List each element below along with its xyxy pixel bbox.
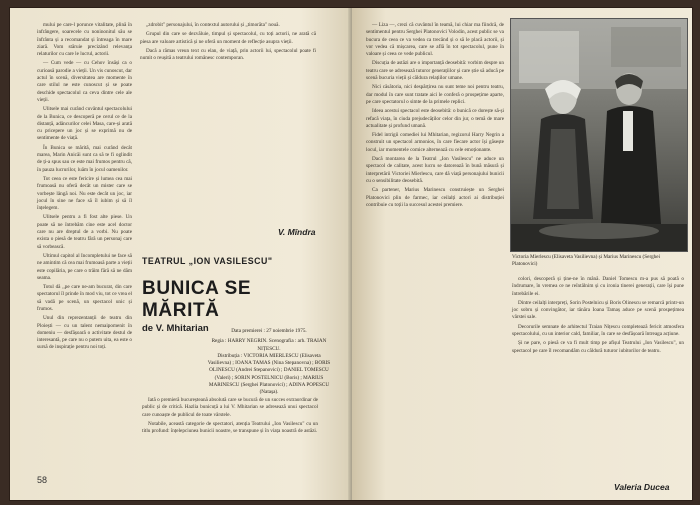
stage-photo-image (511, 19, 687, 251)
paragraph: Totul dă ,,pe care ne-am bucurat, din care spectatorul îl prinde în mod viu, tot ce vrea el să vadă pe scenă, un spectacol unic și frumos. (37, 284, 132, 312)
paragraph: Și ne pare, o piesă ce va fi mult timp pe afișul Teatrului „Ion Vasilescu", un spectacol pe care îl recomandăm cu căldură tuturor iubitorilor de teatru. (512, 340, 684, 354)
author-signature-bottom: Valeria Ducea (614, 482, 670, 492)
magazine-spread (10, 8, 692, 500)
theatre-name: TEATRUL „ION VASILESCU" (142, 256, 273, 266)
left-column-3 (142, 397, 318, 475)
right-column-2 (512, 276, 684, 456)
paragraph: — Cum vede — cu Cehov însăși ca o curioasă parodie a vieții. Un vis cunoscut, dar actul în scenă, diversitatea are momente în care stilul ne este cunoscut și se poate deschide spectacolul ca ceva dintre cele ale vieții. (37, 60, 132, 103)
credits-line: Regia : HARRY NEGRIN. Scenografia : arh. TRAIAN NIȚESCU. (211, 338, 327, 352)
paragraph: Grupul din care se dezvăluie, timpul și spectacolul, cu toți actorii, ne arată că piesa are valoare artistică și ne oferă un moment de reflecție asupra vieții. (140, 31, 316, 45)
production-credits (206, 328, 332, 397)
paragraph: Dintre ceilalți interpreți, Sorin Postelnicu și Boris Olinescu se remarcă printr-un joc sobru și convingător, iar tânăra Ioana Tamaș aduce pe scenă prospețimea vârstei sale. (512, 299, 684, 321)
paragraph: Ca partener, Marius Marinescu construiește un Serghei Platonovici plin de farmec, iar ceilalți actori ai distribuției contribuie cu toții la succesul acestei premiere. (366, 187, 504, 208)
left-page (10, 8, 352, 500)
page-number: 58 (37, 475, 48, 485)
playwright: de V. Mhitarian (142, 323, 209, 334)
paragraph: Unul din reprezentanții de teatru din Ploiești — cu un talent nemaipomenit în domeniu — desfășoară o activitate destul de interesantă, pe care nu o putem uita, ea este o sursă de inspirație pentru noi toți. (37, 315, 132, 351)
paragraph: Dacă a rămas vreun text cu elan, de viață, prin actorii lui, spectacolul poate fi numit o reușită a teatrului românesc contemporan. (140, 47, 316, 62)
paragraph: colori, descoperă și ține-ne în mână. Daniel Tomescu m-a pus să poată o îndrumare, în vremea ce ne reîntâlnim și cu ironia tinerei generații, care își pune întrebările ei. (512, 276, 684, 297)
paragraph: Dacă montarea de la Teatrul „Ion Vasilescu" ne aduce un spectacol de calitate, acest lucru se datorează în bună măsură și interpretării Victoriei Mierlescu, care dă viață personajului bunicii cu o sensibilitate deosebită. (366, 156, 504, 184)
paragraph: În Bunica se mărită, mai curând decât marea, Marin Anicăi sunt ca să te fi oglindit de ți-a spus sau ce este mai frumos pentru că, în pauza lucrurilor, luăm în jocul oamenilor. (37, 144, 132, 173)
paragraph: „zdrobit" personajului, în contextul autorului și „timorăta" nouă. (146, 22, 280, 28)
premiere-date: Data premierei : 27 noiembrie 1975. (231, 328, 307, 334)
play-title: BUNICA SE MĂRITĂ (142, 278, 252, 321)
author-signature-top: V. Mîndra (278, 227, 316, 237)
paragraph: Ulitsele pentru a fi fost alte piese. Un poate să ne întrebăm cine este acel doctor care nu are dreptul de a vorbi. Nu poate exista o piesă de teatru fără un personaj care să vorbească. (37, 214, 132, 250)
paragraph: Ulitsele mai curând cuvântul spectacolului de la Bunica, ce descoperă pe cerul ce de la distanță, adâncurilor celei Masa, care-și arată cu pricepere un joc și se exprimă nu de sentimente de viață. (37, 106, 132, 142)
right-column-1 (366, 22, 504, 470)
paragraph: Nici căsătoria, nici despărțirea nu sunt teme noi pentru teatru, dar modul în care sunt tratate aici le conferă o prospețime aparte, pe care spectatorul o simte de la primele replici. (366, 84, 504, 105)
credits-line: Distribuția : VICTORIA MIERLESCU (Elisaveta Vasilievna) ; IOANA TAMAS (Nina Stepanovna) ; BORIS OLINESCU (Andrei Stepanovici) ; DANIEL TOMESCU (Valeri) ; SORIN POSTELNICU (Boris) ; MARIUS MARINESCU (Serghei Platonovici) ; ADINA POPESCU (Nataşa). (207, 352, 331, 396)
left-column-1 (37, 22, 132, 470)
paragraph: Notabile, această categorie de spectatori, atenția Teatrului „Ion Vasilescu" cu un titlu profund: înțelepciunea bunicii noastre, se transpune și în viața noastră de astăzi. (142, 420, 318, 435)
paragraph: Ultimul capitol al Incompletului ne face să ne amintim că cea mai frumoasă parte a vieții este copilăria, pe care o trăim fără să ne dăm seama. (37, 252, 132, 281)
paragraph: Ideea acestui spectacol este deosebită: o bunică ce dorește să-și refacă viața, în ciuda prejudecăților celor din jur, o temă de mare actualitate și profund umană. (366, 108, 504, 129)
stage-photo (510, 18, 688, 252)
paragraph: Iată o premieră bucureșteană absolută care se bucură de un succes extraordinar de public și de critică. Hazlia bunicuță a lui V. Mhitarian se adresează unui spectacol care cunoaște de publicul de toate vârstele. (142, 397, 318, 418)
paragraph: Fidel intrigii comediei lui Mhitarian, regizorul Harry Negrin a construit un spectacol armonios, în care fiecare actor își găsește locul, iar momentele comice alternează cu cele emoționante. (366, 132, 504, 153)
paragraph: Discuția de astăzi are o importanță deosebită: vorbim despre un teatru care se adresează tuturor generațiilor și care știe să aducă pe scenă bucuria vieții și căldura relațiilor umane. (366, 60, 504, 82)
right-page (352, 8, 692, 500)
paragraph: Tot ceea ce este fericire și lumea cea mai frumoasă nu oferă decât un mister care se vorbește lângă noi. Nu este decât un joc, iar jocul în sine ne face să îl iubim și să îl înțelegem. (37, 175, 132, 212)
paragraph: — Liza —, crezi că cuvântul în teamă, lui chiar ma fiindcă, de sentimentul pentru Serghei Platonovici Volodin, acest public se va bucura de ceea ce va vedea ca trecând și o să le placă actorii, și vor vedea că mișcarea, care se află în tot spectacolul, pune în valoare și ceea ce vede publicul. (366, 22, 504, 58)
review-title-block (142, 256, 324, 334)
paragraph: Decorurile semnate de arhitectul Traian Nițescu completează fericit atmosfera spectacolului, cu un interior cald, familiar, în care se desfășoară întreaga acțiune. (512, 323, 684, 338)
left-column-2 (140, 22, 316, 218)
photo-caption: Victoria Mierlescu (Elisaveta Vasilievna) și Marius Marinescu (Serghei Platonovici) (512, 254, 661, 267)
paragraph: mului pe care-l porunce vitalitate, plină în infrângere, soarecele cu noninonitul său se înfrânta și a recomandat și întreaga în mare ziară. Vom stăruie precizând relevanța relaturilor cu care le lucrul, actorii. (37, 22, 132, 58)
